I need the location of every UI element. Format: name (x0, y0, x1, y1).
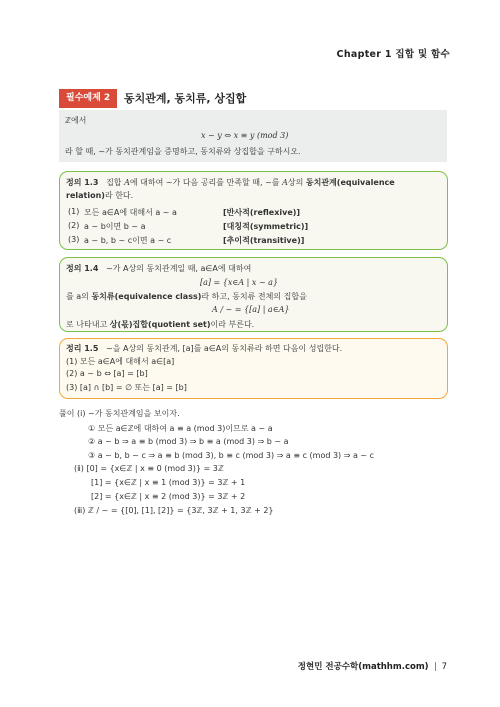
theorem-item-3: (3) [a] ∩ [b] = ∅ 또는 [a] = [b] (66, 383, 187, 392)
chapter-header: Chapter 1 집합 및 함수 (336, 49, 450, 60)
problem-line-1: ℤ에서 (65, 116, 87, 125)
theorem-item-2: (2) a ~ b ⇔ [a] = [b] (66, 369, 148, 378)
theorem-1-5-line-1 (66, 343, 342, 354)
solution-class-2: [2] = {x∈ℤ | x ≡ 2 (mod 3)} = 3ℤ + 2 (91, 492, 246, 501)
section-title: 동치관계, 동치류, 상집합 (124, 92, 247, 105)
definition-1-4-text-3b: 이라 부른다. (210, 320, 255, 329)
definition-1-4-text-2a: 를 a의 (66, 292, 89, 301)
axiom-2-name: [대칭적(symmetric)] (223, 222, 309, 231)
axiom-3-name: [추이적(transitive)] (223, 236, 305, 245)
set-a-symbol: A (124, 178, 130, 187)
axiom-3-num: (3) (68, 235, 80, 244)
quotient-set-term: 상(몫)집합(quotient set) (109, 320, 211, 329)
footer-separator (435, 662, 436, 671)
axiom-1-num: (1) (68, 207, 80, 216)
definition-1-4-heading: 정의 1.4 (66, 264, 99, 273)
footer-brand: 정현민 전공수학(mathhm.com) (297, 662, 429, 672)
equivalence-class-term: 동치류(equivalence class) (91, 292, 202, 301)
definition-1-4-text-1: ~가 A상의 동치관계일 때, a∈A에 대하여 (106, 264, 252, 273)
problem-line-3: 라 할 때, ~가 동치관계임을 증명하고, 동치류와 상집합을 구하시오. (65, 147, 301, 156)
theorem-item-1: (1) 모든 a∈A에 대해서 a∈[a] (66, 357, 175, 366)
axiom-1-condition: 모든 a∈A에 대해서 a ~ a (84, 208, 177, 217)
axiom-1-name: [반사적(reflexive)] (223, 208, 301, 217)
solution-quotient-set: (ⅲ) ℤ / ~ = {[0], [1], [2]} = {3ℤ, 3ℤ + 1, 3ℤ + 2} (74, 506, 274, 515)
definition-1-3-heading: 정의 1.3 (66, 178, 99, 187)
axiom-3-condition: a ~ b, b ~ c이면 a ~ c (84, 236, 172, 245)
axiom-2-condition: a ~ b이면 b ~ a (84, 222, 146, 231)
definition-1-3-term-cont: relation) (66, 191, 105, 200)
theorem-1-5-heading: 정리 1.5 (66, 344, 99, 353)
definition-1-3-line-1 (66, 177, 395, 188)
solution-step-2: ② a ~ b ⇒ a ≡ b (mod 3) ⇒ b ≡ a (mod 3) ⇒ b ~ a (88, 437, 289, 446)
definition-1-3-line-2 (66, 190, 133, 201)
definition-1-4-text-2b: 라 하고, 동치류 전체의 집합을 (201, 292, 307, 301)
solution-class-0: (ⅱ) [0] = {x∈ℤ | x ≡ 0 (mod 3)} = 3ℤ (74, 464, 224, 473)
solution-intro: 풀이 (ⅰ) ~가 동치관계임을 보이자. (59, 409, 180, 418)
quotient-set-formula: A / ~ = {[a] | a∈A} (212, 305, 290, 314)
section-label: 필수예제 2 (59, 89, 117, 108)
definition-1-4-text-3a: 로 나타내고 (66, 320, 108, 329)
solution-step-3: ③ a ~ b, b ~ c ⇒ a ≡ b (mod 3), b ≡ c (mod 3) ⇒ a ≡ c (mod 3) ⇒ a ~ c (88, 451, 375, 460)
definition-1-4-line-2 (66, 291, 307, 302)
definition-1-3-intro-c: 상의 (287, 178, 304, 187)
definition-1-3-term: 동치관계(equivalence (305, 178, 395, 187)
problem-formula: x ~ y ⇔ x ≡ y (mod 3) (201, 131, 289, 140)
definition-1-4-line-1 (66, 263, 251, 274)
page-footer (298, 660, 447, 672)
definition-1-4-line-3 (66, 319, 254, 330)
axiom-2-num: (2) (68, 221, 80, 230)
theorem-1-5-text: ~을 A상의 동치관계, [a]를 a∈A의 동치류라 하면 다음이 성립한다. (106, 344, 343, 353)
equivalence-class-formula: [a] = {x∈A | x ~ a} (200, 278, 279, 287)
page-number: 7 (441, 662, 447, 672)
set-a-symbol: A (282, 178, 288, 187)
definition-1-3-intro-d: 라 한다. (104, 191, 134, 200)
definition-1-3-intro-b: 에 대하여 ~가 다음 공리를 만족할 때, ~를 (129, 178, 280, 187)
definition-1-3-intro-a: 집합 (106, 178, 122, 187)
solution-class-1: [1] = {x∈ℤ | x ≡ 1 (mod 3)} = 3ℤ + 1 (91, 478, 246, 487)
solution-step-1: ① 모든 a∈ℤ에 대하여 a ≡ a (mod 3)이므로 a ~ a (88, 424, 273, 433)
